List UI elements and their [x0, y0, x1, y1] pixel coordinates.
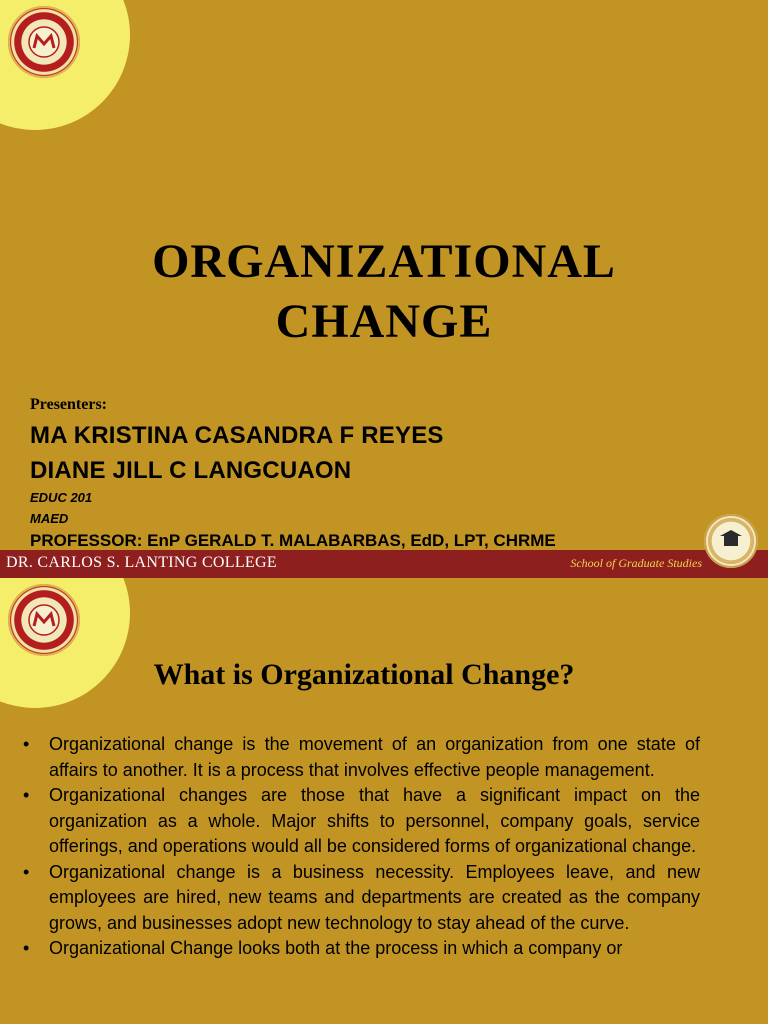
list-item: • Organizational change is the movement of an organization from one state of affairs to another. It is a process that involves effective people management.	[23, 734, 700, 780]
course-code: EDUC 201	[30, 490, 93, 505]
bullet-icon: •	[23, 938, 30, 958]
slide-heading: What is Organizational Change?	[153, 658, 575, 691]
presenter-name: MA KRISTINA CASANDRA F REYES	[30, 422, 444, 449]
college-name: DR. CARLOS S. LANTING COLLEGE	[6, 554, 277, 571]
college-seal-icon	[8, 6, 80, 78]
professor-line: PROFESSOR: EnP GERALD T. MALABARBAS, EdD, LPT, CHRME	[30, 531, 556, 550]
school-name: School of Graduate Studies	[570, 556, 702, 570]
college-seal-icon	[8, 584, 80, 656]
bullet-icon: •	[23, 734, 30, 754]
presenters-label: Presenters:	[30, 396, 107, 413]
list-item: • Organizational change is a business necessity. Employees leave, and new employees are hired, new teams and departments are created as the company grows, and businesses adopt new technology to stay ahead of the curve.	[23, 861, 700, 933]
bullet-list	[20, 732, 700, 962]
bullet-icon: •	[23, 861, 30, 882]
program-name: MAED	[30, 511, 69, 526]
footer-bar	[0, 550, 768, 578]
presenter-name: DIANE JILL C LANGCUAON	[30, 457, 352, 484]
list-item: • Organizational Change looks both at the process in which a company or	[20, 936, 700, 962]
title-line-2: CHANGE	[275, 295, 493, 348]
graduate-studies-seal-icon	[704, 514, 758, 568]
list-item: • Organizational changes are those that have a significant impact on the organization as a whole. Major shifts to personnel, company goals, service offerings, and operations would all be considered forms of organizational change.	[23, 785, 700, 856]
title-line-1: ORGANIZATIONAL	[152, 235, 616, 288]
content-slide	[0, 578, 768, 1024]
slide-title	[0, 232, 768, 352]
bullet-icon: •	[23, 785, 30, 805]
